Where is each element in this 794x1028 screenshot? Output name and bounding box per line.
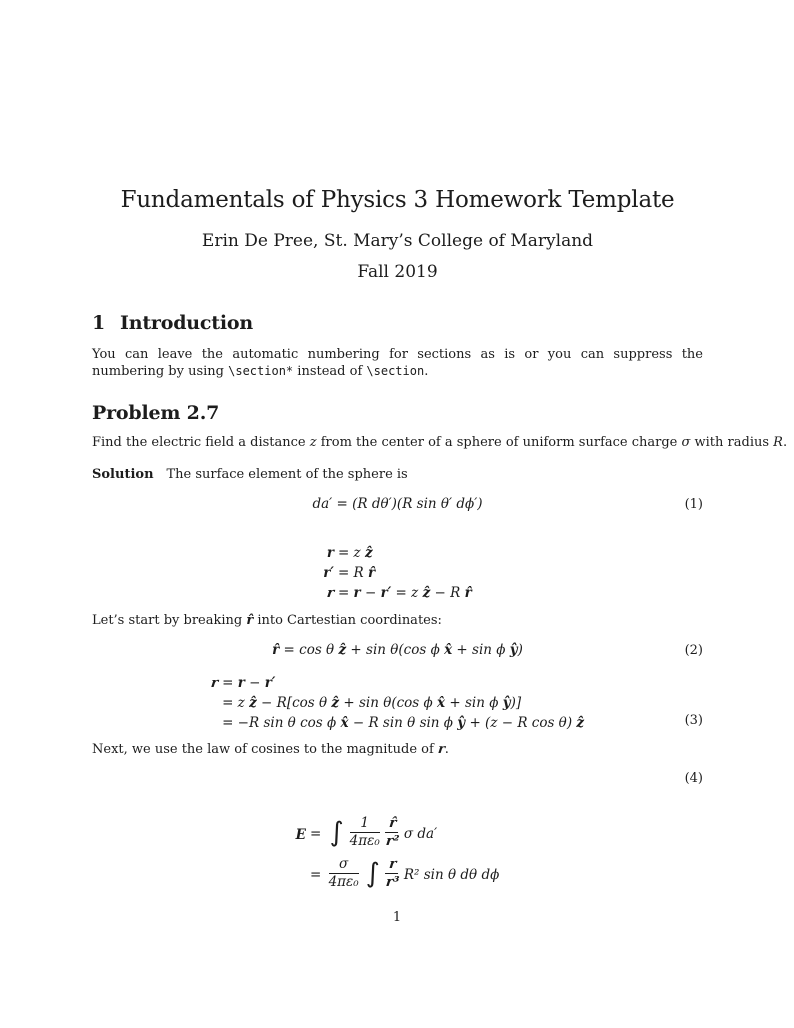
text-run: into Cartestian coordinates: [253, 613, 442, 628]
math-seg: + sin θ(cos ϕ [346, 642, 445, 658]
text-run: You can leave the automatic numbering for sections as is or you can suppress the numbering by using [92, 347, 703, 379]
math-seg: + sin ϕ [452, 642, 510, 658]
math-var-sigma: σ [681, 435, 691, 450]
fraction-numerator: σ [329, 857, 359, 874]
text-run: from the center of a sphere of uniform surface charge [316, 435, 682, 450]
solution-paragraph [92, 467, 703, 483]
doc-date: Fall 2019 [357, 262, 438, 282]
math-seg: − R[cos θ [256, 695, 332, 711]
math-seg: − [244, 675, 265, 691]
paragraph-cartesian [92, 613, 703, 629]
math-seg: r′ [380, 585, 392, 601]
math-seg: ŷ [457, 715, 466, 731]
equation-2-number: (2) [684, 643, 703, 658]
script-r-symbol: r [325, 585, 335, 601]
math-seg: ẑ [576, 715, 585, 731]
math-seg: r̂ [272, 642, 280, 658]
equation-1 [92, 495, 703, 513]
text-run: The surface element of the sphere is [166, 467, 408, 482]
math-seg: = z [222, 695, 250, 711]
text-run: . [424, 364, 429, 379]
fraction-denominator: 4πε₀ [349, 833, 380, 849]
math-seg: − R [430, 585, 465, 601]
math-seg: r′ [323, 565, 334, 581]
text-run: Next, we use the law of cosines to the magnitude of [92, 742, 438, 757]
section-number: 1 [92, 312, 106, 334]
math-rhat: r̂ [246, 613, 254, 628]
intro-paragraph [92, 347, 703, 380]
align-block-electric-field-integral [92, 814, 703, 896]
text-run: Find the electric field a distance [92, 435, 310, 450]
math-seg: r̂ [464, 585, 472, 601]
equation-4-number: (4) [684, 771, 703, 786]
math-seg: ẑ [249, 695, 257, 711]
math-seg: = z [391, 585, 423, 601]
fraction-r-over-r3 [386, 857, 399, 890]
math-seg: + sin ϕ [445, 695, 503, 711]
section-heading-problem-2-7: Problem 2.7 [92, 402, 220, 424]
math-var-E: E [295, 826, 306, 843]
math-seg: = [222, 675, 238, 691]
equation-row [211, 673, 584, 693]
math-seg: ) [517, 642, 523, 658]
math-seg: + sin θ(cos ϕ [339, 695, 438, 711]
align-block-position-vectors [92, 543, 703, 603]
math-seg: = cos θ [279, 642, 339, 658]
equation-row [323, 583, 471, 603]
script-r-symbol: r [437, 742, 446, 757]
math-seg: = [337, 585, 354, 601]
math-seg: ẑ [338, 642, 347, 658]
section-title: Introduction [120, 312, 253, 334]
text-run: Let’s start by breaking [92, 613, 247, 628]
math-seg: − R sin θ sin ϕ [348, 715, 458, 731]
math-seg: ẑ [331, 695, 340, 711]
equation-row [323, 543, 471, 563]
math-seg: r [353, 585, 361, 601]
equation-row [211, 713, 584, 733]
math-seg: ẑ [364, 545, 373, 561]
math-seg: R² sin θ dθ dϕ [403, 867, 500, 883]
equation-1-body: da′ = (R dθ′)(R sin θ′ dϕ′) [312, 496, 483, 512]
fraction-denominator: r³ [384, 874, 400, 890]
math-seg: x̂ [340, 715, 349, 731]
text-run: with radius [690, 435, 774, 450]
paragraph-law-of-cosines [92, 742, 703, 758]
math-seg: = −R sin θ cos ϕ [222, 715, 341, 731]
problem-statement [92, 435, 788, 451]
math-var-z: z [309, 435, 317, 450]
math-seg: = [309, 867, 326, 883]
doc-title: Fundamentals of Physics 3 Homework Template [120, 187, 675, 213]
fraction-numerator: 1 [350, 816, 380, 833]
math-seg: ŷ [509, 642, 518, 658]
equation-row [323, 563, 471, 583]
math-seg: r′ [264, 675, 276, 691]
solution-label: Solution [92, 467, 154, 482]
script-r-symbol: r [209, 675, 220, 691]
align-block-separation-vector [92, 673, 703, 733]
fraction-denominator: r² [384, 833, 400, 849]
math-var-R: R [773, 435, 783, 450]
equation-row [296, 814, 500, 855]
math-seg: r̂ [368, 565, 376, 581]
math-seg: + (z − R cos θ) [465, 715, 577, 731]
text-run: instead of [293, 364, 367, 379]
page-number: 1 [392, 910, 402, 925]
fraction-coulomb-constant [350, 816, 380, 849]
math-seg: ẑ [422, 585, 431, 601]
fraction-numerator: r [385, 857, 400, 874]
equation-3-number: (3) [684, 713, 703, 728]
fraction-sigma-over-4pieps0 [329, 857, 359, 890]
math-seg: r [326, 545, 334, 561]
integral-sign: ∫ [329, 817, 344, 848]
fraction-rhat-over-r2 [386, 816, 399, 849]
math-seg: σ da′ [403, 826, 438, 842]
equation-row [296, 855, 500, 896]
equation-row [211, 693, 584, 713]
math-seg: r [237, 675, 245, 691]
code-section-star: \section* [228, 364, 294, 378]
equation-2 [92, 641, 703, 659]
math-seg: x̂ [437, 695, 446, 711]
integral-sign: ∫ [365, 858, 380, 889]
doc-author: Erin De Pree, St. Mary’s College of Maryland [201, 231, 594, 251]
text-run: . [444, 742, 449, 757]
math-seg: − [360, 585, 381, 601]
math-seg: = z [337, 545, 365, 561]
text-run: . [782, 435, 788, 450]
section-heading-introduction [92, 312, 703, 335]
equation-4-empty [92, 770, 703, 786]
equation-1-number: (1) [684, 497, 703, 512]
math-seg: x̂ [444, 642, 453, 658]
math-seg: ŷ [502, 695, 511, 711]
math-seg: = [309, 826, 326, 842]
fraction-numerator: r̂ [385, 816, 400, 833]
fraction-denominator: 4πε₀ [328, 874, 359, 890]
math-seg: = R [337, 565, 368, 581]
code-section: \section [366, 364, 425, 378]
math-seg: )] [510, 695, 522, 711]
